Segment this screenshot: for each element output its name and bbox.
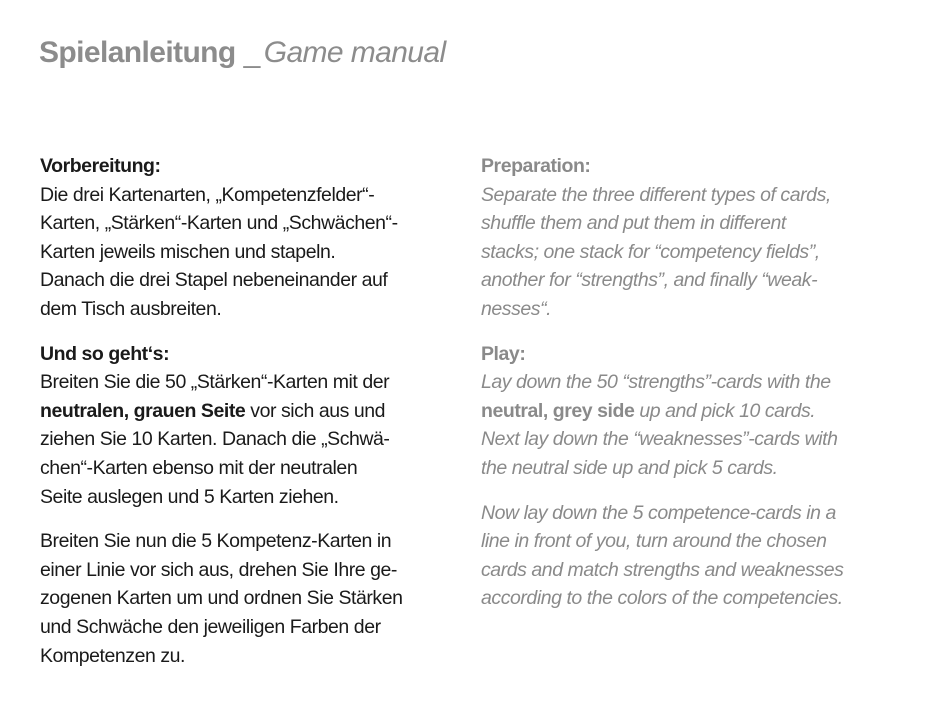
text-line: Karten, „Stärken“-Karten und „Schwächen“-: [40, 212, 398, 235]
text-line: Separate the three different types of cards,: [481, 183, 831, 206]
text-line: Danach die drei Stapel nebeneinander auf: [40, 269, 388, 292]
english-play-heading: Play:: [481, 342, 526, 365]
text-line: cards and match strengths and weaknesses: [481, 558, 844, 581]
german-play-text: [40, 368, 465, 511]
english-preparation-section: [481, 152, 921, 324]
text-line: nesses“.: [481, 297, 552, 320]
german-preparation-section: [40, 152, 465, 324]
text-line: Next lay down the “weaknesses”-cards with: [481, 428, 838, 451]
page-title: [39, 33, 446, 73]
text-line: ziehen Sie 10 Karten. Danach die „Schwä-: [40, 428, 390, 451]
text-line: Now lay down the 5 competence-cards in a: [481, 501, 836, 524]
text-line: Seite auslegen und 5 Karten ziehen.: [40, 485, 339, 508]
english-preparation-text: [481, 181, 921, 324]
german-column: [40, 152, 465, 686]
bold-phrase: neutral, grey side: [481, 399, 635, 422]
english-play-section: [481, 340, 921, 483]
english-play-text: [481, 368, 921, 482]
text-line: Lay down the 50 “strengths”-cards with the: [481, 371, 831, 394]
german-preparation-heading: Vorbereitung:: [40, 155, 161, 177]
title-english: Game manual: [263, 36, 446, 69]
text-line: dem Tisch ausbreiten.: [40, 297, 222, 320]
text-line: another for “strengths”, and finally “weak-: [481, 269, 818, 292]
german-match-text: [40, 527, 465, 670]
text-line: Die drei Kartenarten, „Kompetenzfelder“-: [40, 183, 375, 206]
text-line: the neutral side up and pick 5 cards.: [481, 456, 778, 479]
text-line: [481, 397, 921, 426]
text-fragment: vor sich aus und: [245, 399, 386, 422]
text-line: chen“-Karten ebenso mit der neutralen: [40, 456, 358, 479]
german-preparation-text: [40, 181, 465, 324]
text-line: Breiten Sie nun die 5 Kompetenz-Karten in: [40, 530, 392, 553]
text-fragment: up and pick 10 cards.: [634, 399, 816, 422]
german-match-section: [40, 527, 465, 670]
english-match-section: [481, 499, 921, 613]
text-line: Breiten Sie die 50 „Stärken“-Karten mit der: [40, 371, 390, 394]
text-line: zogenen Karten um und ordnen Sie Stärken: [40, 587, 403, 610]
text-line: Kompetenzen zu.: [40, 644, 186, 667]
title-german: Spielanleitung: [39, 36, 236, 69]
german-play-heading: Und so geht‘s:: [40, 342, 170, 365]
english-column: [481, 152, 921, 629]
german-play-section: [40, 340, 465, 512]
text-line: line in front of you, turn around the chosen: [481, 530, 827, 553]
english-match-text: [481, 499, 921, 613]
text-line: und Schwäche den jeweiligen Farben der: [40, 615, 381, 638]
title-separator: _: [243, 36, 260, 69]
text-line: stacks; one stack for “competency fields”,: [481, 240, 820, 263]
bold-phrase: neutralen, grauen Seite: [40, 399, 246, 422]
text-line: [40, 397, 465, 426]
english-preparation-heading: Preparation:: [481, 155, 591, 177]
text-line: shuffle them and put them in different: [481, 212, 786, 235]
text-line: einer Linie vor sich aus, drehen Sie Ihre ge-: [40, 558, 397, 581]
text-line: according to the colors of the competencies.: [481, 587, 843, 610]
text-line: Karten jeweils mischen und stapeln.: [40, 240, 336, 263]
